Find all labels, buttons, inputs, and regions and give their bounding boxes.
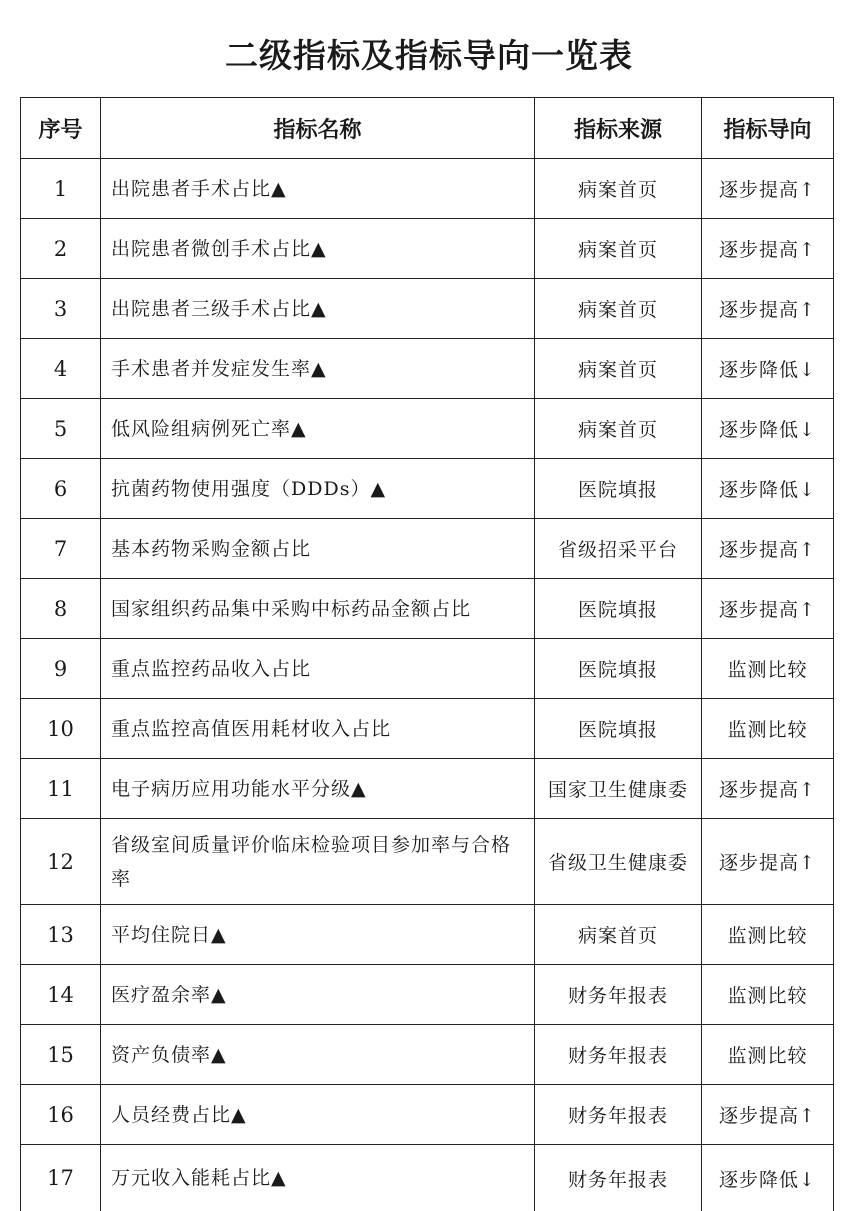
indicator-name: 手术患者并发症发生率▲ xyxy=(101,339,535,399)
indicator-name: 基本药物采购金额占比 xyxy=(101,519,535,579)
row-number: 7 xyxy=(21,519,101,579)
header-direction: 指标导向 xyxy=(702,98,834,159)
table-row xyxy=(21,159,834,219)
row-number: 16 xyxy=(21,1085,101,1145)
table-row xyxy=(21,819,834,905)
table-row xyxy=(21,759,834,819)
indicator-direction: 逐步提高↑ xyxy=(702,819,834,905)
table-row xyxy=(21,399,834,459)
row-number: 13 xyxy=(21,905,101,965)
indicator-source: 财务年报表 xyxy=(535,965,702,1025)
indicator-source: 病案首页 xyxy=(535,219,702,279)
indicator-direction: 逐步降低↓ xyxy=(702,399,834,459)
table-row xyxy=(21,519,834,579)
indicator-name: 低风险组病例死亡率▲ xyxy=(101,399,535,459)
table-header-row xyxy=(21,98,834,159)
table-row xyxy=(21,459,834,519)
indicator-source: 财务年报表 xyxy=(535,1145,702,1211)
indicator-direction: 逐步降低↓ xyxy=(702,459,834,519)
indicator-source: 医院填报 xyxy=(535,639,702,699)
indicator-direction: 逐步提高↑ xyxy=(702,159,834,219)
row-number: 3 xyxy=(21,279,101,339)
table-row xyxy=(21,1145,834,1211)
indicator-source: 病案首页 xyxy=(535,399,702,459)
table-row xyxy=(21,219,834,279)
indicator-source: 医院填报 xyxy=(535,459,702,519)
page-title: 二级指标及指标导向一览表 xyxy=(0,30,858,77)
indicator-source: 病案首页 xyxy=(535,279,702,339)
indicator-source: 国家卫生健康委 xyxy=(535,759,702,819)
row-number: 11 xyxy=(21,759,101,819)
indicator-direction: 逐步提高↑ xyxy=(702,279,834,339)
indicator-source: 省级卫生健康委 xyxy=(535,819,702,905)
indicator-source: 财务年报表 xyxy=(535,1085,702,1145)
indicator-direction: 逐步提高↑ xyxy=(702,579,834,639)
indicator-name: 省级室间质量评价临床检验项目参加率与合格率 xyxy=(101,819,535,905)
row-number: 15 xyxy=(21,1025,101,1085)
indicator-name: 出院患者手术占比▲ xyxy=(101,159,535,219)
header-source: 指标来源 xyxy=(535,98,702,159)
indicator-name: 重点监控高值医用耗材收入占比 xyxy=(101,699,535,759)
indicator-source: 病案首页 xyxy=(535,905,702,965)
indicator-direction: 逐步提高↑ xyxy=(702,219,834,279)
indicator-name: 国家组织药品集中采购中标药品金额占比 xyxy=(101,579,535,639)
indicator-direction: 逐步提高↑ xyxy=(702,1085,834,1145)
indicator-source: 医院填报 xyxy=(535,579,702,639)
indicator-name: 医疗盈余率▲ xyxy=(101,965,535,1025)
row-number: 2 xyxy=(21,219,101,279)
indicator-name: 重点监控药品收入占比 xyxy=(101,639,535,699)
indicator-source: 财务年报表 xyxy=(535,1025,702,1085)
table-row xyxy=(21,905,834,965)
header-name: 指标名称 xyxy=(101,98,535,159)
header-no: 序号 xyxy=(21,98,101,159)
table-body xyxy=(21,159,834,1211)
indicator-direction: 监测比较 xyxy=(702,1025,834,1085)
indicator-direction: 监测比较 xyxy=(702,699,834,759)
indicator-name: 出院患者微创手术占比▲ xyxy=(101,219,535,279)
indicator-direction: 监测比较 xyxy=(702,905,834,965)
indicator-direction: 监测比较 xyxy=(702,965,834,1025)
indicator-name: 平均住院日▲ xyxy=(101,905,535,965)
indicator-name: 出院患者三级手术占比▲ xyxy=(101,279,535,339)
row-number: 17 xyxy=(21,1145,101,1211)
table-row xyxy=(21,965,834,1025)
indicator-source: 省级招采平台 xyxy=(535,519,702,579)
row-number: 14 xyxy=(21,965,101,1025)
indicator-table xyxy=(20,97,834,1211)
table-row xyxy=(21,1025,834,1085)
indicator-direction: 逐步降低↓ xyxy=(702,1145,834,1211)
table-row xyxy=(21,699,834,759)
indicator-source: 病案首页 xyxy=(535,339,702,399)
row-number: 9 xyxy=(21,639,101,699)
table-row xyxy=(21,579,834,639)
indicator-direction: 逐步提高↑ xyxy=(702,759,834,819)
table-row xyxy=(21,279,834,339)
indicator-name: 万元收入能耗占比▲ xyxy=(101,1145,535,1211)
indicator-direction: 逐步降低↓ xyxy=(702,339,834,399)
table-row xyxy=(21,639,834,699)
table-row xyxy=(21,339,834,399)
row-number: 5 xyxy=(21,399,101,459)
indicator-name: 资产负债率▲ xyxy=(101,1025,535,1085)
row-number: 6 xyxy=(21,459,101,519)
table-row xyxy=(21,1085,834,1145)
indicator-direction: 逐步提高↑ xyxy=(702,519,834,579)
indicator-source: 病案首页 xyxy=(535,159,702,219)
indicator-source: 医院填报 xyxy=(535,699,702,759)
indicator-name: 人员经费占比▲ xyxy=(101,1085,535,1145)
indicator-direction: 监测比较 xyxy=(702,639,834,699)
row-number: 1 xyxy=(21,159,101,219)
row-number: 4 xyxy=(21,339,101,399)
indicator-name: 抗菌药物使用强度（DDDs）▲ xyxy=(101,459,535,519)
indicator-name: 电子病历应用功能水平分级▲ xyxy=(101,759,535,819)
row-number: 8 xyxy=(21,579,101,639)
row-number: 12 xyxy=(21,819,101,905)
row-number: 10 xyxy=(21,699,101,759)
